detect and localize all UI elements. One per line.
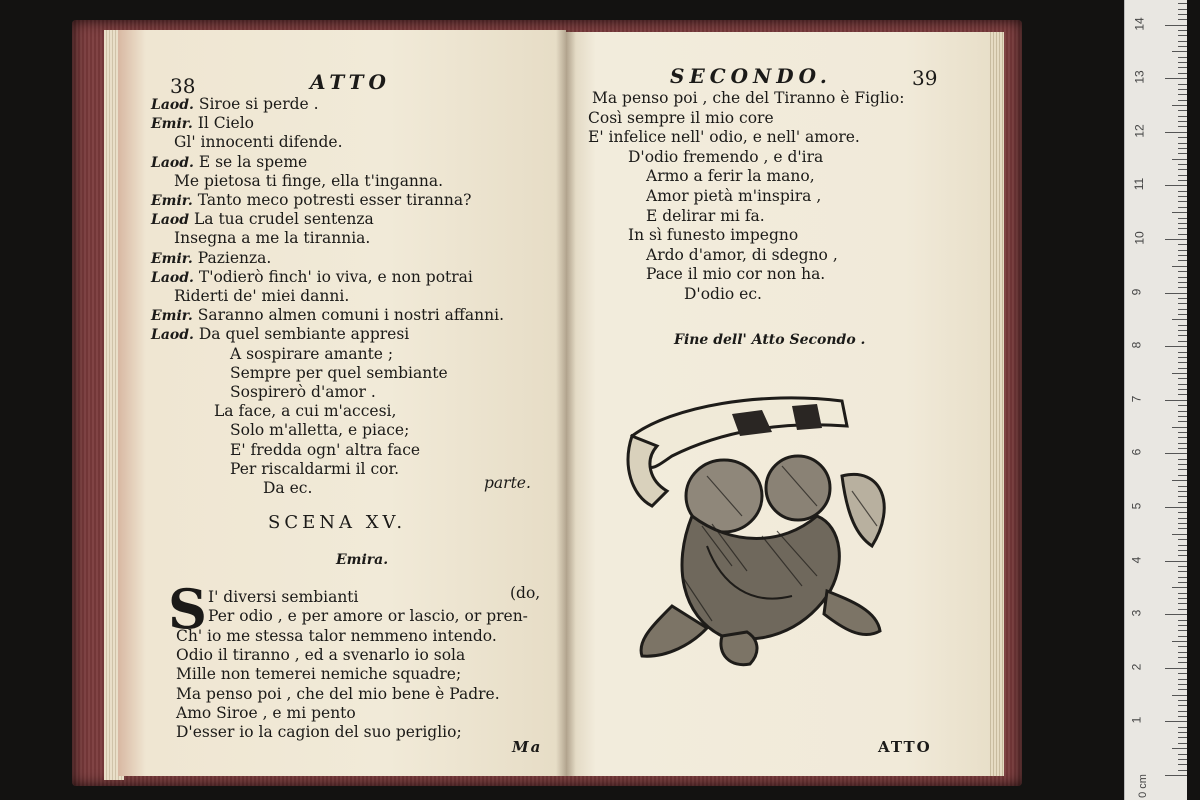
ruler-tick bbox=[1165, 668, 1187, 669]
ruler-tick bbox=[1178, 679, 1187, 680]
verse-line: E' infelice nell' odio, e nell' amore. bbox=[588, 128, 860, 147]
ruler-label: 8 bbox=[1129, 341, 1144, 349]
ruler-tick bbox=[1178, 411, 1187, 412]
scene-character: Emira. bbox=[336, 552, 389, 568]
ruler-tick bbox=[1178, 228, 1187, 229]
speaker-name: Laod bbox=[151, 212, 190, 229]
speaker-name: Laod. bbox=[151, 327, 194, 344]
dialogue-text: Per riscaldarmi il cor. bbox=[230, 459, 400, 478]
ruler-tick bbox=[1172, 641, 1187, 642]
ruler-tick bbox=[1178, 486, 1187, 487]
ruler-tick bbox=[1178, 137, 1187, 138]
dialogue-text: Solo m'alletta, e piace; bbox=[230, 421, 410, 440]
ruler-tick bbox=[1178, 662, 1187, 663]
ruler-tick bbox=[1178, 378, 1187, 379]
ruler-tick bbox=[1178, 437, 1187, 438]
book-gutter bbox=[556, 30, 576, 776]
catchword-left: Ma bbox=[512, 738, 543, 756]
ruler-tick bbox=[1178, 250, 1187, 251]
ruler-tick bbox=[1165, 346, 1187, 347]
stage-direction: parte. bbox=[484, 474, 531, 492]
ruler-tick bbox=[1165, 132, 1187, 133]
ruler-tick bbox=[1178, 657, 1187, 658]
ruler-tick bbox=[1178, 566, 1187, 567]
verse-line: D'odio ec. bbox=[684, 285, 762, 303]
ruler-tick bbox=[1178, 116, 1187, 117]
ruler-label: 10 bbox=[1132, 231, 1147, 245]
ruler-tick bbox=[1165, 78, 1187, 79]
speaker-name: Laod. bbox=[151, 269, 194, 286]
ruler-tick bbox=[1165, 561, 1187, 562]
dialogue-text: Sospirerò d'amor . bbox=[230, 383, 376, 401]
ruler-tick bbox=[1178, 110, 1187, 111]
ruler-tick bbox=[1178, 41, 1187, 42]
ruler-tick bbox=[1178, 175, 1187, 176]
ruler-tick bbox=[1178, 539, 1187, 540]
dialogue-text: Pazienza. bbox=[197, 248, 272, 267]
ruler-tick bbox=[1178, 282, 1187, 283]
ruler-label: 6 bbox=[1129, 449, 1144, 456]
ruler-tick bbox=[1178, 362, 1187, 363]
ruler-tick bbox=[1178, 207, 1187, 208]
ruler-tick bbox=[1165, 775, 1187, 776]
dialogue-line bbox=[151, 190, 471, 211]
speaker-name: Emir. bbox=[151, 193, 193, 209]
ruler-tick bbox=[1178, 528, 1187, 529]
ruler-label: 11 bbox=[1132, 178, 1147, 191]
ruler-tick bbox=[1178, 121, 1187, 122]
ruler-tick bbox=[1178, 271, 1187, 272]
ruler-tick bbox=[1178, 652, 1187, 653]
ruler-tick bbox=[1172, 373, 1187, 374]
dialogue-text: E se la speme bbox=[198, 152, 308, 171]
ruler-tick bbox=[1178, 555, 1187, 556]
ruler-tick bbox=[1178, 357, 1187, 358]
ruler-tick bbox=[1178, 496, 1187, 497]
ruler-tick bbox=[1178, 432, 1187, 433]
ruler-tick bbox=[1165, 185, 1187, 186]
ruler-tick bbox=[1178, 764, 1187, 765]
ruler-tick bbox=[1178, 164, 1187, 165]
verse-line: D'odio fremendo , e d'ira bbox=[628, 147, 824, 166]
drop-cap: S bbox=[168, 577, 207, 641]
dialogue-text: La face, a cui m'accesi, bbox=[214, 402, 397, 421]
dialogue-line bbox=[174, 171, 443, 191]
ruler-tick bbox=[1178, 577, 1187, 578]
ruler-tick bbox=[1172, 159, 1187, 160]
ruler-tick bbox=[1178, 716, 1187, 717]
ruler-tick bbox=[1178, 298, 1187, 299]
dialogue-line bbox=[214, 401, 396, 421]
dialogue-line bbox=[174, 132, 343, 152]
ruler-tick bbox=[1178, 180, 1187, 181]
ruler-tick bbox=[1178, 35, 1187, 36]
ruler-tick bbox=[1178, 384, 1187, 385]
ruler-tick bbox=[1178, 100, 1187, 101]
ruler-tick bbox=[1178, 732, 1187, 733]
ruler-unit: 0 cm bbox=[1136, 774, 1149, 798]
ruler-tick bbox=[1178, 416, 1187, 417]
ruler-tick bbox=[1178, 464, 1187, 465]
ruler-tick bbox=[1178, 448, 1187, 449]
ruler-tick bbox=[1178, 84, 1187, 85]
ruler-tick bbox=[1178, 325, 1187, 326]
dialogue-text: T'odierò finch' io viva, e non potrai bbox=[198, 267, 473, 286]
ruler-tick bbox=[1172, 51, 1187, 52]
dialogue-line bbox=[151, 152, 307, 173]
dialogue-line bbox=[263, 478, 312, 498]
monologue-line: Per odio , e per amore or lascio, or pren- bbox=[208, 607, 528, 626]
ruler-tick bbox=[1178, 89, 1187, 90]
ruler-tick bbox=[1178, 630, 1187, 631]
ruler-tick bbox=[1178, 625, 1187, 626]
ruler-tick bbox=[1178, 309, 1187, 310]
monologue-line: Odio il tiranno , ed a svenarlo io sola bbox=[176, 645, 466, 664]
ruler-tick bbox=[1178, 330, 1187, 331]
verse-line: In sì funesto impegno bbox=[628, 226, 799, 245]
dialogue-text: La tua crudel sentenza bbox=[193, 210, 374, 229]
ruler-tick bbox=[1178, 727, 1187, 728]
dialogue-line bbox=[230, 420, 409, 440]
dialogue-text: Da ec. bbox=[263, 479, 313, 497]
ruler-tick bbox=[1178, 335, 1187, 336]
ruler-tick bbox=[1178, 459, 1187, 460]
speaker-name: Emir. bbox=[151, 250, 193, 267]
ruler-tick bbox=[1178, 368, 1187, 369]
ruler-tick bbox=[1165, 400, 1187, 401]
ruler-label: 4 bbox=[1129, 556, 1144, 563]
ruler-label: 2 bbox=[1129, 663, 1144, 671]
ruler-tick bbox=[1172, 748, 1187, 749]
monologue-line: Mille non temerei nemiche squadre; bbox=[176, 665, 462, 684]
ruler-tick bbox=[1165, 507, 1187, 508]
ruler-tick bbox=[1178, 260, 1187, 261]
ruler-tick bbox=[1172, 319, 1187, 320]
verse-line: Così sempre il mio core bbox=[588, 108, 774, 127]
verse-line: E delirar mi fa. bbox=[646, 206, 765, 225]
ruler-tick bbox=[1178, 14, 1187, 15]
dialogue-text: Tanto meco potresti esser tiranna? bbox=[197, 191, 472, 209]
ruler-tick bbox=[1178, 153, 1187, 154]
page-edges-right bbox=[988, 32, 1004, 776]
ruler-tick bbox=[1178, 223, 1187, 224]
ruler-tick bbox=[1178, 218, 1187, 219]
ruler-tick bbox=[1178, 518, 1187, 519]
verse-line: Ardo d'amor, di sdegno , bbox=[646, 245, 838, 264]
ruler-tick bbox=[1178, 67, 1187, 68]
ruler-tick bbox=[1178, 314, 1187, 315]
ruler-tick bbox=[1178, 94, 1187, 95]
dialogue-line bbox=[174, 228, 370, 248]
ruler-tick bbox=[1178, 759, 1187, 760]
dialogue-text: Saranno almen comuni i nostri affanni. bbox=[197, 306, 505, 325]
ruler-tick bbox=[1178, 673, 1187, 674]
dialogue-text: Sempre per quel sembiante bbox=[230, 363, 448, 382]
turnover-line: (do, bbox=[510, 584, 541, 602]
dialogue-text: Siroe si perde . bbox=[198, 95, 319, 113]
ruler-tick bbox=[1178, 636, 1187, 637]
ruler-tick bbox=[1178, 646, 1187, 647]
speaker-name: Laod. bbox=[151, 97, 194, 113]
ruler-label: 3 bbox=[1129, 609, 1144, 617]
dialogue-line bbox=[151, 248, 271, 269]
ruler-tick bbox=[1178, 593, 1187, 594]
ruler-tick bbox=[1178, 9, 1187, 10]
ruler-tick bbox=[1178, 143, 1187, 144]
ruler-tick bbox=[1178, 57, 1187, 58]
ruler-tick bbox=[1178, 502, 1187, 503]
ruler-tick bbox=[1178, 73, 1187, 74]
ruler-tick bbox=[1178, 754, 1187, 755]
ruler-tick bbox=[1178, 352, 1187, 353]
dialogue-line bbox=[230, 440, 420, 460]
ruler-label: 1 bbox=[1129, 717, 1144, 724]
speaker-name: Emir. bbox=[151, 308, 193, 325]
ruler-tick bbox=[1165, 25, 1187, 26]
ruler-tick bbox=[1178, 196, 1187, 197]
ruler-tick bbox=[1178, 737, 1187, 738]
verse-line: Pace il mio cor non ha. bbox=[646, 265, 826, 284]
dialogue-line bbox=[230, 459, 399, 479]
ruler-tick bbox=[1178, 277, 1187, 278]
monologue-line: Ma penso poi , che del mio bene è Padre. bbox=[176, 684, 500, 703]
ruler-tick bbox=[1165, 293, 1187, 294]
running-head-left: ATTO bbox=[310, 70, 391, 94]
ruler-tick bbox=[1178, 405, 1187, 406]
dialogue-text: Riderti de' miei danni. bbox=[174, 287, 350, 305]
monologue-line: D'esser io la cagion del suo periglio; bbox=[176, 723, 462, 742]
ruler-tick bbox=[1178, 684, 1187, 685]
dialogue-line bbox=[151, 267, 473, 288]
ruler-tick bbox=[1178, 700, 1187, 701]
ruler-tick bbox=[1178, 46, 1187, 47]
ruler-tick bbox=[1178, 571, 1187, 572]
left-page bbox=[118, 30, 566, 776]
ruler-tick bbox=[1178, 743, 1187, 744]
dialogue-text: Gl' innocenti difende. bbox=[174, 133, 343, 152]
ruler-label: 12 bbox=[1132, 124, 1147, 138]
dialogue-line bbox=[151, 209, 374, 230]
monologue-line: I' diversi sembianti bbox=[208, 588, 359, 606]
page-number-right: 39 bbox=[912, 66, 938, 90]
page-number-left: 38 bbox=[170, 74, 196, 98]
ruler-tick bbox=[1178, 512, 1187, 513]
ruler-tick bbox=[1178, 244, 1187, 245]
ruler-tick bbox=[1178, 443, 1187, 444]
ruler-tick bbox=[1178, 148, 1187, 149]
ruler-tick bbox=[1178, 770, 1187, 771]
ruler-tick bbox=[1178, 545, 1187, 546]
dialogue-line bbox=[230, 344, 393, 364]
ruler-tick bbox=[1178, 711, 1187, 712]
dialogue-line bbox=[151, 94, 319, 115]
ruler-tick bbox=[1178, 341, 1187, 342]
ruler-tick bbox=[1178, 191, 1187, 192]
dialogue-line bbox=[151, 324, 409, 345]
ruler-tick bbox=[1178, 689, 1187, 690]
ruler-label: 14 bbox=[1132, 16, 1147, 31]
ruler-tick bbox=[1178, 19, 1187, 20]
dialogue-text: A sospirare amante ; bbox=[230, 344, 394, 363]
ruler-tick bbox=[1178, 62, 1187, 63]
ruler-tick bbox=[1172, 534, 1187, 535]
ruler-tick bbox=[1172, 105, 1187, 106]
ruler-tick bbox=[1178, 389, 1187, 390]
ruler-tick bbox=[1178, 201, 1187, 202]
verse-line: Amor pietà m'inspira , bbox=[646, 187, 822, 205]
dialogue-text: Il Cielo bbox=[197, 114, 255, 133]
running-head-right: SECONDO. bbox=[670, 64, 832, 88]
ruler-label: 5 bbox=[1129, 502, 1144, 510]
dialogue-line bbox=[230, 382, 376, 402]
ruler-label: 9 bbox=[1129, 288, 1144, 295]
ruler-tick bbox=[1178, 603, 1187, 604]
ruler-tick bbox=[1172, 427, 1187, 428]
verse-line: Armo a ferir la mano, bbox=[646, 167, 815, 186]
dialogue-text: E' fredda ogn' altra face bbox=[230, 440, 421, 459]
ruler-tick bbox=[1178, 169, 1187, 170]
ruler-tick bbox=[1165, 239, 1187, 240]
dialogue-line bbox=[151, 113, 254, 134]
ruler-label: 7 bbox=[1129, 395, 1144, 403]
ruler-tick bbox=[1178, 582, 1187, 583]
ruler-tick bbox=[1172, 266, 1187, 267]
ruler-tick bbox=[1165, 721, 1187, 722]
ruler-tick bbox=[1178, 303, 1187, 304]
ruler-tick bbox=[1178, 394, 1187, 395]
ruler-tick bbox=[1172, 212, 1187, 213]
speaker-name: Laod. bbox=[151, 154, 194, 171]
measuring-ruler bbox=[1124, 0, 1187, 800]
ruler-tick bbox=[1178, 598, 1187, 599]
ruler-tick bbox=[1178, 126, 1187, 127]
dialogue-text: Insegna a me la tirannia. bbox=[174, 229, 371, 248]
ruler-tick bbox=[1172, 480, 1187, 481]
ruler-tick bbox=[1172, 587, 1187, 588]
ruler-tick bbox=[1178, 30, 1187, 31]
ruler-tick bbox=[1178, 550, 1187, 551]
ruler-tick bbox=[1178, 523, 1187, 524]
scene-title: SCENA XV. bbox=[268, 512, 407, 533]
ruler-tick bbox=[1178, 3, 1187, 4]
ruler-tick bbox=[1178, 234, 1187, 235]
ruler-tick bbox=[1178, 287, 1187, 288]
speaker-name: Emir. bbox=[151, 116, 193, 133]
cherubs-woodcut-icon bbox=[612, 396, 912, 676]
ruler-tick bbox=[1178, 609, 1187, 610]
dialogue-line bbox=[174, 286, 349, 306]
catchword-right: ATTO bbox=[878, 738, 932, 756]
ruler-tick bbox=[1172, 695, 1187, 696]
dialogue-text: Me pietosa ti finge, ella t'inganna. bbox=[174, 171, 444, 190]
dialogue-line bbox=[151, 305, 504, 326]
monologue-line: Ch' io me stessa talor nemmeno intendo. bbox=[176, 626, 497, 645]
ruler-tick bbox=[1178, 620, 1187, 621]
verse-line: Ma penso poi , che del Tiranno è Figlio: bbox=[592, 89, 905, 107]
monologue-line: Amo Siroe , e mi pento bbox=[176, 703, 356, 722]
ruler-tick bbox=[1178, 469, 1187, 470]
ruler-tick bbox=[1178, 475, 1187, 476]
dialogue-text: Da quel sembiante appresi bbox=[198, 325, 410, 344]
ruler-tick bbox=[1178, 705, 1187, 706]
ruler-tick bbox=[1178, 491, 1187, 492]
ruler-tick bbox=[1165, 614, 1187, 615]
ruler-label: 13 bbox=[1132, 70, 1147, 84]
ruler-tick bbox=[1165, 453, 1187, 454]
ruler-tick bbox=[1178, 255, 1187, 256]
dialogue-line bbox=[230, 363, 448, 383]
act-end-note: Fine dell' Atto Secondo . bbox=[674, 332, 866, 348]
ruler-tick bbox=[1178, 421, 1187, 422]
